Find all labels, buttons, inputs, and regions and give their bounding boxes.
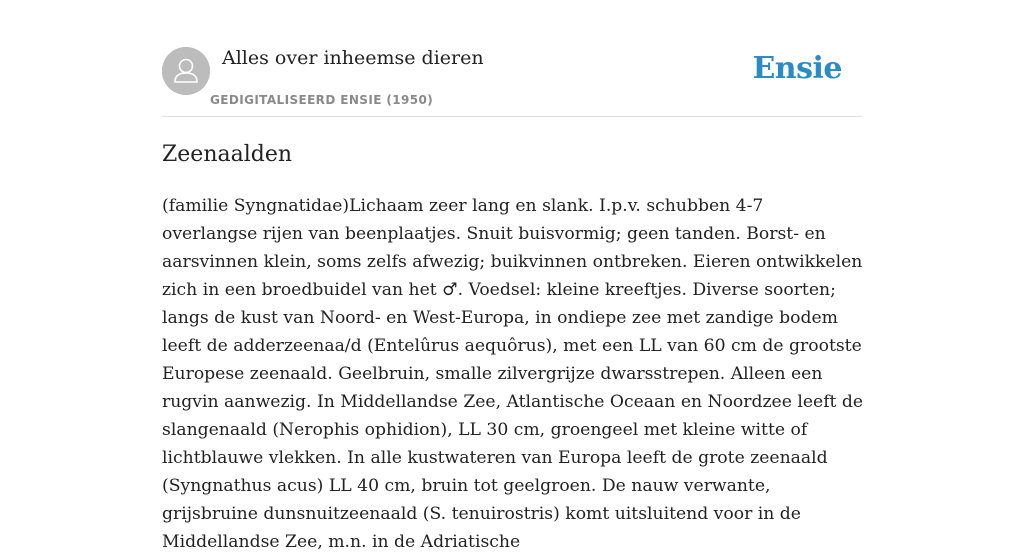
source-subtitle: GEDIGITALISEERD ENSIE (1950) bbox=[210, 93, 434, 107]
brand-logo[interactable]: Ensie bbox=[752, 51, 842, 86]
article-title: Zeenaalden bbox=[162, 142, 293, 167]
user-icon[interactable] bbox=[162, 47, 210, 95]
article-body: (familie Syngnatidae)Lichaam zeer lang en slank. I.p.v. schubben 4-7 overlangse rijen van beenplaatjes. Snuit buisvormig; geen tanden. Borst- en aarsvinnen klein, soms zelfs afwezig; buikvinnen ontbreken. Eieren ontwikkelen zich in een broedbuidel van het ♂. Voedsel: kleine kreeftjes. Diverse soorten; langs de kust van Noord- en West-Europa, in ondiepe zee met zandige bodem leeft de adderzeenaa/d (Entelûrus aequôrus), met een LL van 60 cm de grootste Europese zeenaald. Geelbruin, smalle zilvergrijze dwarsstrepen. Alleen een rugvin aanwezig. In Middellandse Zee, Atlantische Oceaan en Noordzee leeft de slangenaald (Nerophis ophidion), LL 30 cm, groengeel met kleine witte of lichtblauwe vlekken. In alle kustwateren van Europa leeft de grote zeenaald (Syngnathus acus) LL 40 cm, bruin tot geelgroen. De nauw verwante, grijsbruine dunsnuitzeenaald (S. tenuirostris) komt uitsluitend voor in de Middellandse Zee, m.n. in de Adriatische bbox=[162, 196, 864, 552]
source-header bbox=[162, 46, 862, 117]
source-title[interactable]: Alles over inheemse dieren bbox=[222, 47, 484, 69]
